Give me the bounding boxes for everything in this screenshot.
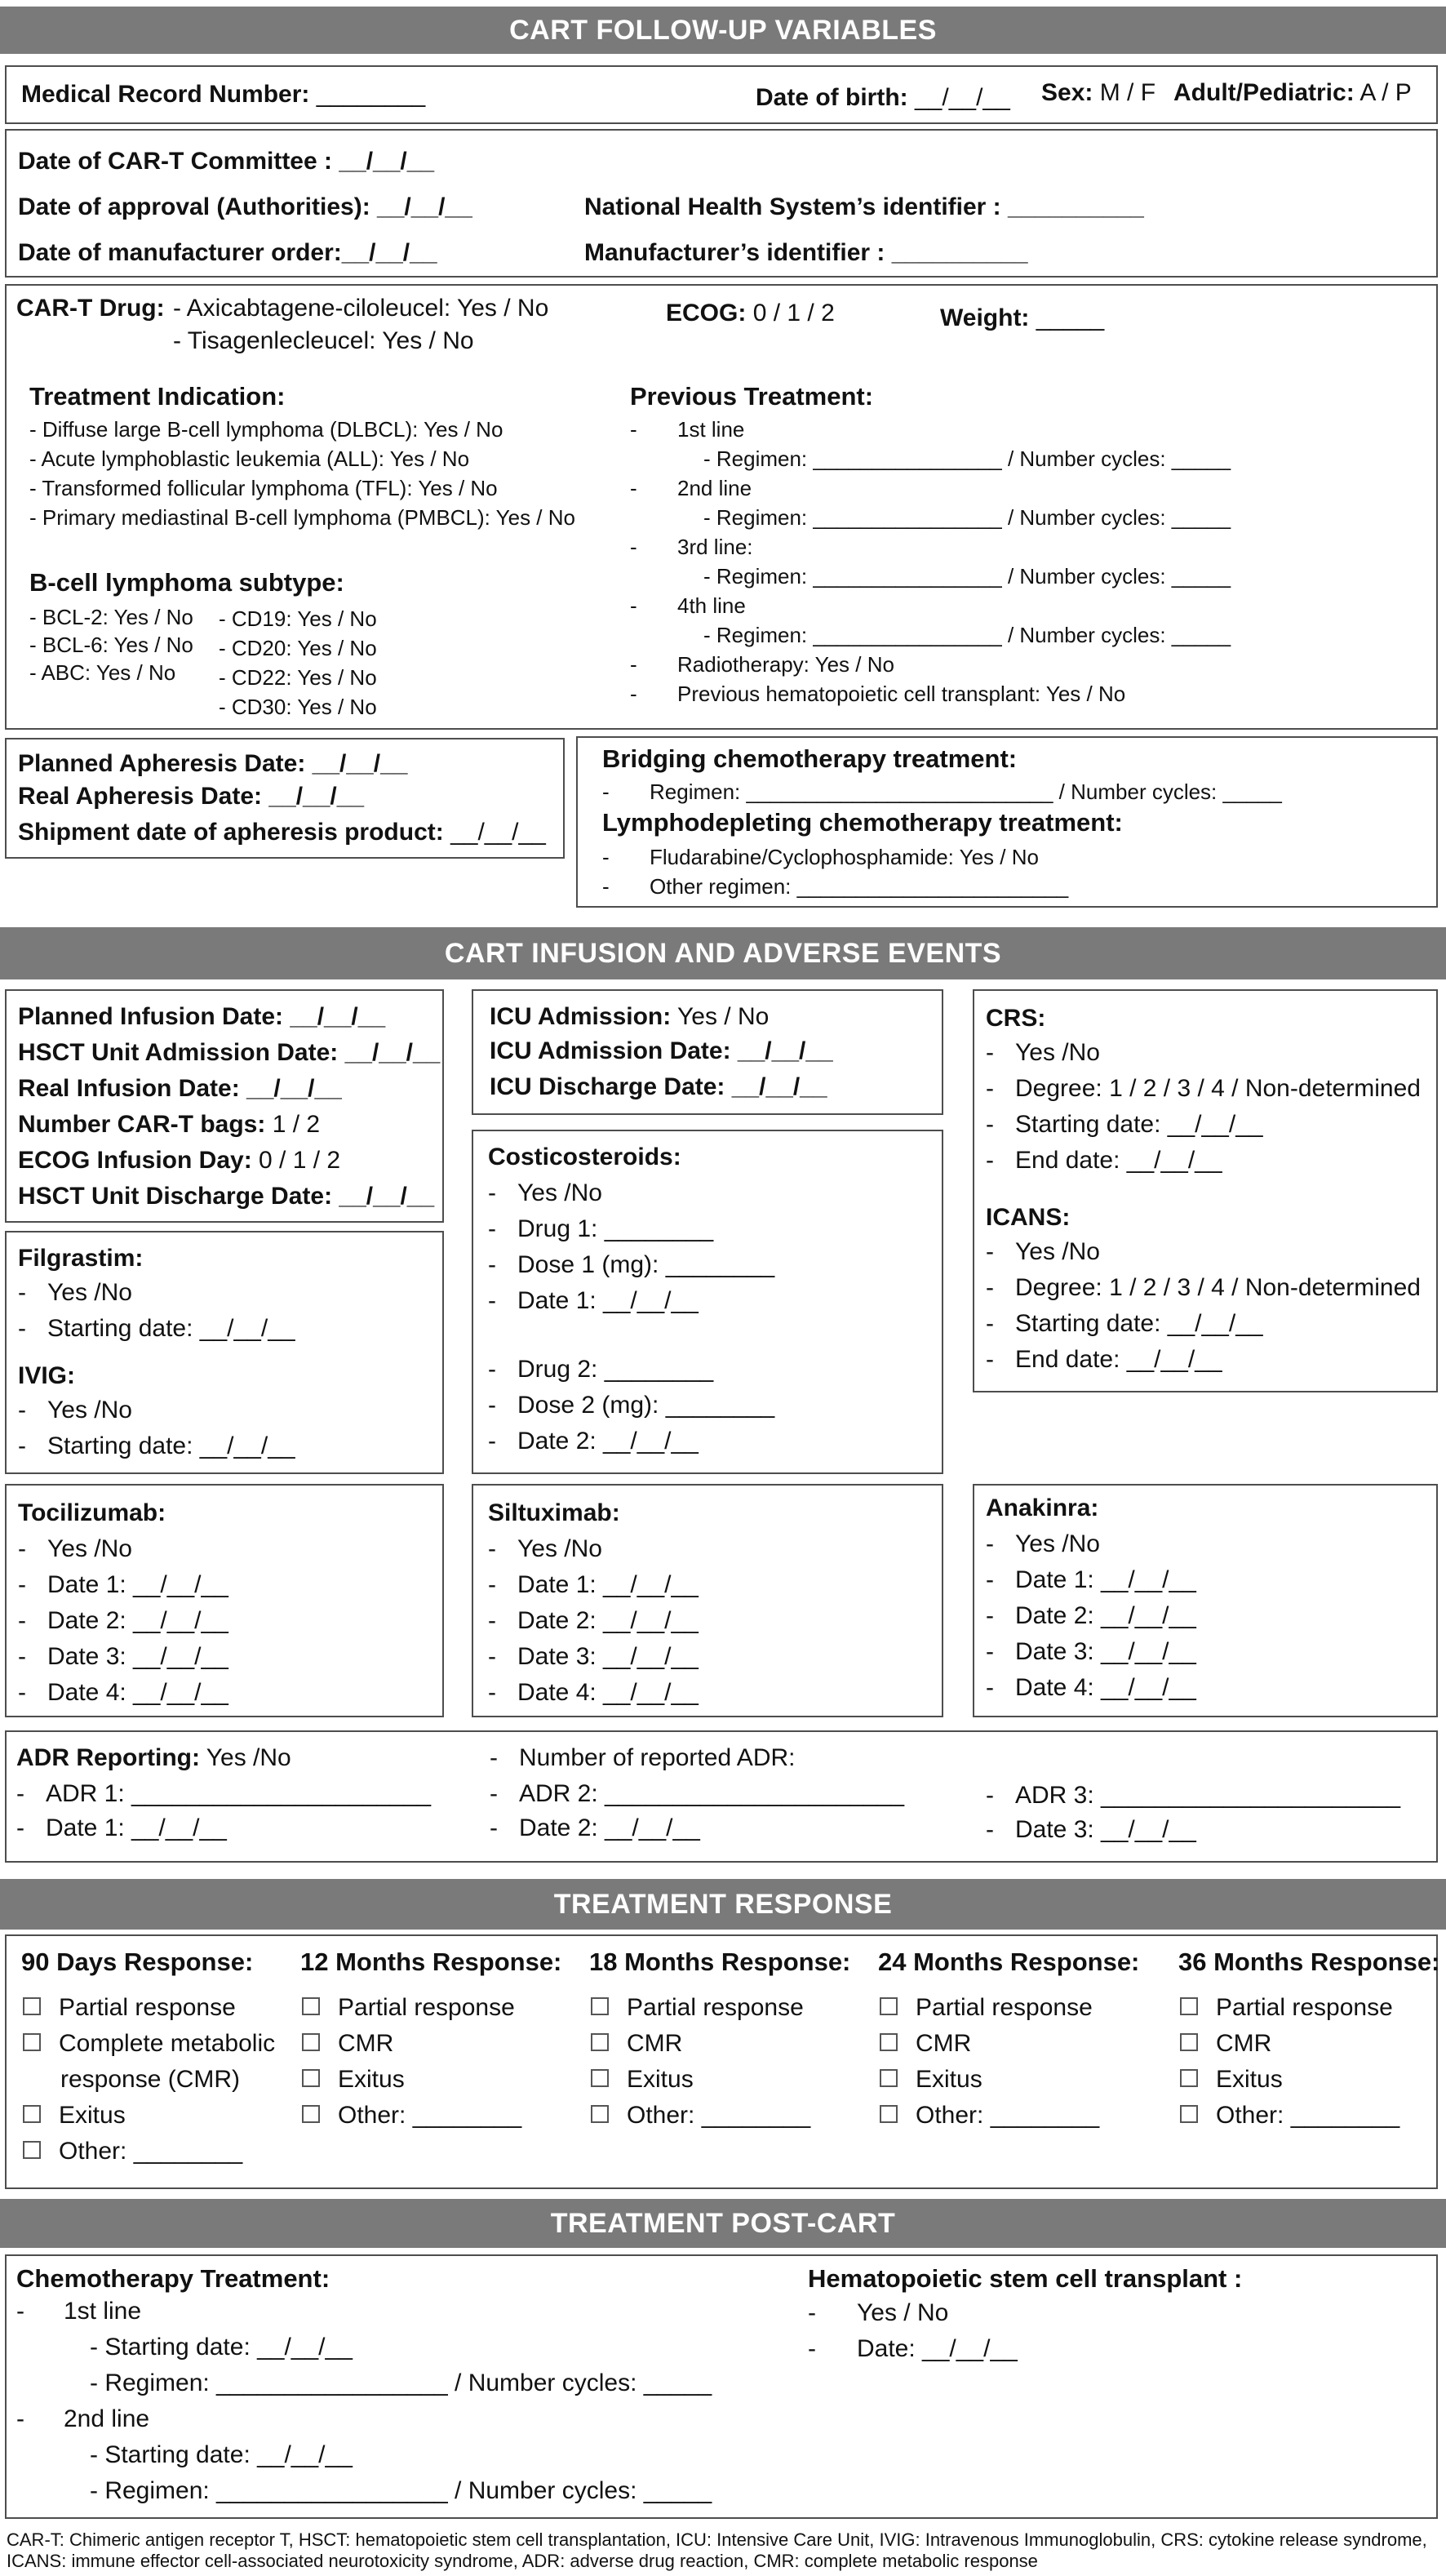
corticosteroid-item[interactable]: Date 1: __/__/__: [517, 1287, 699, 1314]
icans-dash: -: [986, 1238, 994, 1265]
icans-title: ICANS:: [986, 1204, 1071, 1231]
response-option[interactable]: [1180, 2101, 1399, 2130]
response-option[interactable]: [1180, 2065, 1283, 2094]
adr1-field[interactable]: ADR 1: ______________________: [46, 1780, 432, 1807]
weight-blank: _____: [1036, 304, 1105, 331]
indication-tfl[interactable]: - Transformed follicular lymphoma (TFL): Yes / No: [29, 476, 498, 500]
response-column-title: 18 Months Response:: [589, 1948, 851, 1976]
hsct-discharge-field[interactable]: HSCT Unit Discharge Date: __/__/__: [18, 1183, 435, 1210]
response-option[interactable]: [302, 1993, 515, 2023]
previous-treatment-item[interactable]: 2nd line: [677, 476, 752, 500]
previous-treatment-dash: -: [630, 476, 637, 500]
response-option[interactable]: [880, 2029, 971, 2059]
response-option-label: Partial response: [59, 1994, 236, 2021]
filgrastim-item[interactable]: Yes /No: [47, 1279, 132, 1306]
adr2-dash: -: [490, 1780, 498, 1807]
subtype-cd30[interactable]: - CD30: Yes / No: [219, 695, 377, 719]
response-option[interactable]: [591, 2029, 682, 2059]
adr-date3-field[interactable]: Date 3: __/__/__: [1015, 1816, 1196, 1843]
response-option-label: Partial response: [338, 1994, 515, 2021]
crs-title: CRS:: [986, 1005, 1046, 1032]
icans-item[interactable]: End date: __/__/__: [1015, 1346, 1222, 1373]
sex-field[interactable]: [1041, 78, 1155, 108]
response-option[interactable]: [302, 2065, 405, 2094]
anakinra-item[interactable]: Date 2: __/__/__: [1015, 1602, 1196, 1629]
checkbox-icon[interactable]: [302, 1997, 320, 2015]
sex-label: Sex:: [1041, 79, 1093, 106]
previous-treatment-dash: -: [630, 682, 637, 706]
siltuximab-item[interactable]: Yes /No: [517, 1535, 602, 1562]
corticosteroid-dash: -: [488, 1179, 496, 1206]
tocilizumab-item[interactable]: Date 2: __/__/__: [47, 1607, 228, 1634]
post-line1-dash: -: [16, 2298, 24, 2325]
age-group-value: A / P: [1360, 79, 1412, 106]
icans-dash: -: [986, 1274, 994, 1301]
previous-regimen-field[interactable]: - Regimen: ________________ / Number cycles: _____: [703, 446, 1231, 471]
indication-pmbcl[interactable]: - Primary mediastinal B-cell lymphoma (PMBCL): Yes / No: [29, 505, 575, 530]
icu-admission-field[interactable]: [490, 1002, 769, 1032]
ivig-item[interactable]: Yes /No: [47, 1397, 132, 1423]
mrn-blank: ________: [316, 81, 426, 108]
previous-regimen-field[interactable]: - Regimen: ________________ / Number cycles: _____: [703, 564, 1231, 588]
filgrastim-item[interactable]: Starting date: __/__/__: [47, 1315, 295, 1342]
response-option-label: CMR: [1216, 2030, 1272, 2057]
post-start2-field[interactable]: - Starting date: __/__/__: [90, 2441, 353, 2468]
section-banner-followup: CART FOLLOW-UP VARIABLES: [0, 7, 1446, 54]
adr1-dash: -: [16, 1780, 24, 1807]
response-option[interactable]: [23, 1993, 236, 2023]
footnote-line1: CAR-T: Chimeric antigen receptor T, HSCT: hematopoietic stem cell transplantation, ICU: Intensive Care Unit, IVIG: Intravenous Immunoglobulin, CRS: cytokine release syndrome,: [7, 2529, 1427, 2550]
chemo-treatment-title: Chemotherapy Treatment:: [16, 2264, 330, 2293]
adr-number-field[interactable]: Number of reported ADR:: [519, 1744, 796, 1771]
tocilizumab-item[interactable]: Date 4: __/__/__: [47, 1679, 228, 1706]
checkbox-icon[interactable]: [23, 2033, 41, 2051]
subtype-title: B-cell lymphoma subtype:: [29, 568, 344, 597]
subtype-cd20[interactable]: - CD20: Yes / No: [219, 636, 377, 660]
anakinra-item[interactable]: Yes /No: [1015, 1530, 1100, 1557]
response-option-label: Exitus: [916, 2066, 982, 2093]
adr-number-dash: -: [490, 1744, 498, 1771]
tocilizumab-dash: -: [18, 1679, 26, 1706]
response-option[interactable]: [880, 2065, 982, 2094]
mrn-label: Medical Record Number:: [21, 81, 310, 108]
subtype-bcl6[interactable]: - BCL-6: Yes / No: [29, 633, 193, 657]
response-option-label: Exitus: [338, 2066, 405, 2093]
response-option-label: Complete metabolic: [59, 2030, 276, 2057]
crs-item[interactable]: End date: __/__/__: [1015, 1147, 1222, 1174]
response-option-label: CMR: [338, 2030, 394, 2057]
dob-field[interactable]: [756, 83, 1010, 113]
checkbox-icon[interactable]: [302, 2033, 320, 2051]
corticosteroid-item[interactable]: Yes /No: [517, 1179, 602, 1206]
committee-date-field[interactable]: Date of CAR-T Committee : __/__/__: [18, 148, 435, 175]
icans-dash: -: [986, 1310, 994, 1337]
icans-item[interactable]: Starting date: __/__/__: [1015, 1310, 1263, 1337]
response-option[interactable]: [1180, 1993, 1393, 2023]
anakinra-dash: -: [986, 1674, 994, 1701]
corticosteroid2-dash: -: [488, 1428, 496, 1455]
response-option-label: Exitus: [627, 2066, 694, 2093]
shipment-date-blank: __/__/__: [450, 819, 546, 846]
age-group-label: Adult/Pediatric:: [1173, 79, 1355, 106]
response-option-continuation[interactable]: [60, 2065, 240, 2094]
response-option-label: Other: ________: [1216, 2102, 1400, 2129]
siltuximab-item[interactable]: Date 4: __/__/__: [517, 1679, 699, 1706]
response-column-title: 12 Months Response:: [300, 1948, 562, 1976]
response-column-title: 36 Months Response:: [1178, 1948, 1440, 1976]
corticosteroid2-dash: -: [488, 1356, 496, 1383]
corticosteroid-dash: -: [488, 1251, 496, 1278]
ecog-value: 0 / 1 / 2: [752, 300, 835, 326]
cart-bags-label: Number CAR-T bags:: [18, 1111, 266, 1138]
ecog-infusion-label: ECOG Infusion Day:: [18, 1147, 252, 1174]
tocilizumab-item[interactable]: Date 1: __/__/__: [47, 1571, 228, 1598]
response-option[interactable]: [880, 2101, 1099, 2130]
checkbox-icon[interactable]: [591, 2069, 609, 2087]
icans-item[interactable]: Degree: 1 / 2 / 3 / 4 / Non-determined: [1015, 1274, 1421, 1301]
corticosteroid-item[interactable]: Drug 1: ________: [517, 1215, 714, 1242]
siltuximab-title: Siltuximab:: [488, 1499, 620, 1526]
anakinra-item[interactable]: Date 4: __/__/__: [1015, 1674, 1196, 1701]
mrn-field[interactable]: [21, 80, 425, 109]
response-column-title: 90 Days Response:: [21, 1948, 254, 1976]
previous-treatment-item[interactable]: Previous hematopoietic cell transplant: Yes / No: [677, 682, 1126, 706]
checkbox-icon[interactable]: [591, 2033, 609, 2051]
corticosteroid-dash: -: [488, 1287, 496, 1314]
tocilizumab-item[interactable]: Yes /No: [47, 1535, 132, 1562]
response-option-label: Other: ________: [338, 2102, 522, 2129]
icu-admission-date-field[interactable]: ICU Admission Date: __/__/__: [490, 1037, 833, 1064]
filgrastim-dash: -: [18, 1315, 26, 1342]
previous-treatment-dash: -: [630, 535, 637, 559]
response-option-label: Partial response: [627, 1994, 804, 2021]
cart-drug-label: CAR-T Drug:: [16, 295, 165, 322]
tocilizumab-item[interactable]: Date 3: __/__/__: [47, 1643, 228, 1670]
filgrastim-dash: -: [18, 1279, 26, 1306]
subtype-bcl2[interactable]: - BCL-2: Yes / No: [29, 605, 193, 629]
post-line1-label: 1st line: [64, 2298, 142, 2325]
adr-reporting-value: Yes /No: [206, 1744, 291, 1771]
adr-date2-dash: -: [490, 1814, 498, 1841]
previous-treatment-dash: -: [630, 593, 637, 618]
filgrastim-title: Filgrastim:: [18, 1245, 144, 1272]
anakinra-title: Anakinra:: [986, 1495, 1099, 1521]
real-apheresis-field[interactable]: Real Apheresis Date: __/__/__: [18, 783, 365, 810]
icu-discharge-date-field[interactable]: ICU Discharge Date: __/__/__: [490, 1073, 827, 1100]
response-option[interactable]: [591, 2101, 810, 2130]
corticosteroid2-item[interactable]: Drug 2: ________: [517, 1356, 714, 1383]
nhs-identifier-field[interactable]: National Health System’s identifier : __________: [584, 193, 1144, 220]
ecog-label: ECOG:: [666, 300, 747, 326]
checkbox-icon[interactable]: [23, 1997, 41, 2015]
hsct-date-field[interactable]: Date: __/__/__: [857, 2335, 1018, 2362]
checkbox-icon[interactable]: [591, 1997, 609, 2015]
checkbox-icon[interactable]: [302, 2069, 320, 2087]
footnote-line2: ICANS: immune effector cell-associated neurotoxicity syndrome, ADR: adverse drug reaction, CMR: complete metabolic response: [7, 2551, 1038, 2571]
checkbox-icon[interactable]: [591, 2105, 609, 2123]
lymphodepleting-title: Lymphodepleting chemotherapy treatment:: [602, 808, 1123, 837]
tocilizumab-title: Tocilizumab:: [18, 1499, 166, 1526]
flu-dash: -: [602, 845, 610, 869]
anakinra-item[interactable]: Date 1: __/__/__: [1015, 1566, 1196, 1593]
shipment-date-label: Shipment date of apheresis product:: [18, 819, 444, 846]
icu-admission-value: Yes / No: [677, 1003, 770, 1030]
sex-value: M / F: [1099, 79, 1156, 106]
cart-bags-field[interactable]: [18, 1110, 320, 1139]
previous-treatment-item[interactable]: 1st line: [677, 417, 745, 442]
adr-date2-field[interactable]: Date 2: __/__/__: [519, 1814, 700, 1841]
checkbox-icon[interactable]: [880, 2105, 898, 2123]
manufacturer-order-date-field[interactable]: Date of manufacturer order:__/__/__: [18, 239, 437, 266]
response-option[interactable]: [302, 2029, 393, 2059]
checkbox-icon[interactable]: [302, 2105, 320, 2123]
checkbox-icon[interactable]: [880, 2069, 898, 2087]
response-option-label: Partial response: [1216, 1994, 1393, 2021]
shipment-date-field[interactable]: [18, 818, 546, 847]
siltuximab-item[interactable]: Date 1: __/__/__: [517, 1571, 699, 1598]
previous-regimen-field[interactable]: - Regimen: ________________ / Number cycles: _____: [703, 623, 1231, 647]
corticosteroid-dash: -: [488, 1215, 496, 1242]
adr-reporting-label: ADR Reporting:: [16, 1744, 200, 1771]
bridging-title: Bridging chemotherapy treatment:: [602, 744, 1018, 773]
response-option[interactable]: [880, 1993, 1093, 2023]
crs-item[interactable]: Degree: 1 / 2 / 3 / 4 / Non-determined: [1015, 1075, 1421, 1102]
weight-field[interactable]: [940, 304, 1104, 333]
anakinra-dash: -: [986, 1566, 994, 1593]
response-option-label: Exitus: [1216, 2066, 1283, 2093]
siltuximab-item[interactable]: Date 2: __/__/__: [517, 1607, 699, 1634]
ivig-dash: -: [18, 1432, 26, 1459]
checkbox-icon[interactable]: [880, 2033, 898, 2051]
crs-dash: -: [986, 1147, 994, 1174]
checkbox-icon[interactable]: [1180, 1997, 1198, 2015]
subtype-abc[interactable]: - ABC: Yes / No: [29, 660, 176, 685]
anakinra-item[interactable]: Date 3: __/__/__: [1015, 1638, 1196, 1665]
ecog-field[interactable]: [666, 299, 835, 328]
response-option[interactable]: [23, 2137, 242, 2166]
siltuximab-dash: -: [488, 1535, 496, 1562]
crs-dash: -: [986, 1075, 994, 1102]
ivig-dash: -: [18, 1397, 26, 1423]
response-option-label: CMR: [627, 2030, 683, 2057]
siltuximab-dash: -: [488, 1643, 496, 1670]
response-option[interactable]: [23, 2029, 275, 2059]
adr2-field[interactable]: ADR 2: ______________________: [519, 1780, 905, 1807]
section-banner-response: TREATMENT RESPONSE: [0, 1879, 1446, 1930]
previous-treatment-item[interactable]: Radiotherapy: Yes / No: [677, 652, 894, 677]
siltuximab-item[interactable]: Date 3: __/__/__: [517, 1643, 699, 1670]
crs-item[interactable]: Starting date: __/__/__: [1015, 1111, 1263, 1138]
adr-reporting-field[interactable]: [16, 1743, 291, 1773]
hsct-yes-dash: -: [808, 2299, 816, 2326]
anakinra-dash: -: [986, 1530, 994, 1557]
tocilizumab-dash: -: [18, 1607, 26, 1634]
subtype-cd19[interactable]: - CD19: Yes / No: [219, 606, 377, 631]
manufacturer-identifier-field[interactable]: Manufacturer’s identifier : __________: [584, 239, 1028, 266]
indication-dlbcl[interactable]: - Diffuse large B-cell lymphoma (DLBCL): Yes / No: [29, 417, 503, 442]
checkbox-icon[interactable]: [23, 2141, 41, 2159]
response-option-label: Other: ________: [59, 2138, 243, 2165]
corticosteroids-title: Costicosteroids:: [488, 1144, 681, 1170]
subtype-cd22[interactable]: - CD22: Yes / No: [219, 665, 377, 690]
icans-item[interactable]: Yes /No: [1015, 1238, 1100, 1265]
response-option-label: response (CMR): [60, 2066, 241, 2093]
response-option[interactable]: [591, 2065, 694, 2094]
siltuximab-dash: -: [488, 1607, 496, 1634]
adr-date1-dash: -: [16, 1814, 24, 1841]
previous-treatment-dash: -: [630, 417, 637, 442]
real-infusion-field[interactable]: Real Infusion Date: __/__/__: [18, 1075, 342, 1102]
adr-date3-dash: -: [986, 1816, 994, 1843]
checkbox-icon[interactable]: [1180, 2033, 1198, 2051]
icans-dash: -: [986, 1346, 994, 1373]
response-option-label: Other: ________: [627, 2102, 811, 2129]
dob-label: Date of birth:: [756, 84, 908, 111]
ivig-title: IVIG:: [18, 1362, 76, 1389]
corticosteroid2-item[interactable]: Dose 2 (mg): ________: [517, 1392, 775, 1419]
response-option-label: CMR: [916, 2030, 972, 2057]
post-start1-field[interactable]: - Starting date: __/__/__: [90, 2334, 353, 2361]
post-regimen2-field[interactable]: - Regimen: _________________ / Number cycles: _____: [90, 2477, 712, 2504]
siltuximab-dash: -: [488, 1571, 496, 1598]
response-option-label: Partial response: [916, 1994, 1093, 2021]
hsct-admission-field[interactable]: HSCT Unit Admission Date: __/__/__: [18, 1039, 441, 1066]
anakinra-dash: -: [986, 1602, 994, 1629]
hsct-post-title: Hematopoietic stem cell transplant :: [808, 2264, 1243, 2293]
indication-all[interactable]: - Acute lymphoblastic leukemia (ALL): Yes / No: [29, 446, 470, 471]
dob-blank: __/__/__: [915, 84, 1010, 111]
checkbox-icon[interactable]: [1180, 2105, 1198, 2123]
response-option-label: Other: ________: [916, 2102, 1100, 2129]
response-option[interactable]: [1180, 2029, 1271, 2059]
section-banner-infusion: CART INFUSION AND ADVERSE EVENTS: [0, 927, 1446, 979]
response-column-title: 24 Months Response:: [878, 1948, 1140, 1976]
previous-regimen-field[interactable]: - Regimen: ________________ / Number cycles: _____: [703, 505, 1231, 530]
bridging-dash: -: [602, 779, 610, 804]
checkbox-icon[interactable]: [23, 2105, 41, 2123]
age-group-field[interactable]: [1173, 78, 1412, 108]
ivig-item[interactable]: Starting date: __/__/__: [47, 1432, 295, 1459]
weight-label: Weight:: [940, 304, 1030, 331]
previous-treatment-title: Previous Treatment:: [630, 382, 874, 411]
checkbox-icon[interactable]: [880, 1997, 898, 2015]
planned-apheresis-field[interactable]: Planned Apheresis Date: __/__/__: [18, 750, 408, 777]
post-regimen1-field[interactable]: - Regimen: _________________ / Number cycles: _____: [90, 2369, 712, 2396]
previous-treatment-item[interactable]: 3rd line:: [677, 535, 753, 559]
adr3-field[interactable]: ADR 3: ______________________: [1015, 1782, 1401, 1809]
previous-treatment-dash: -: [630, 652, 637, 677]
hsct-date-dash: -: [808, 2335, 816, 2362]
adr3-dash: -: [986, 1782, 994, 1809]
hsct-yes-option[interactable]: Yes / No: [857, 2299, 949, 2326]
corticosteroid2-dash: -: [488, 1392, 496, 1419]
crs-item[interactable]: Yes /No: [1015, 1039, 1100, 1066]
crs-dash: -: [986, 1039, 994, 1066]
response-option-label: Exitus: [59, 2102, 126, 2129]
response-option[interactable]: [591, 1993, 804, 2023]
approval-date-field[interactable]: Date of approval (Authorities): __/__/__: [18, 193, 472, 220]
tocilizumab-dash: -: [18, 1571, 26, 1598]
planned-infusion-field[interactable]: Planned Infusion Date: __/__/__: [18, 1003, 386, 1030]
anakinra-dash: -: [986, 1638, 994, 1665]
post-line2-dash: -: [16, 2405, 24, 2432]
post-line2-label: 2nd line: [64, 2405, 150, 2432]
ecog-infusion-value: 0 / 1 / 2: [259, 1147, 341, 1174]
checkbox-icon[interactable]: [1180, 2069, 1198, 2087]
tisagenlecleucel-option[interactable]: - Tisagenlecleucel: Yes / No: [173, 327, 474, 354]
crs-dash: -: [986, 1111, 994, 1138]
bridging-regimen-field[interactable]: Regimen: __________________________ / Number cycles: _____: [650, 779, 1282, 804]
corticosteroid2-item[interactable]: Date 2: __/__/__: [517, 1428, 699, 1455]
ecog-infusion-field[interactable]: [18, 1146, 340, 1175]
tocilizumab-dash: -: [18, 1535, 26, 1562]
previous-treatment-item[interactable]: 4th line: [677, 593, 746, 618]
section-banner-post: TREATMENT POST-CART: [0, 2199, 1446, 2248]
axicabtagene-option[interactable]: - Axicabtagene-ciloleucel: Yes / No: [173, 295, 549, 322]
tocilizumab-dash: -: [18, 1643, 26, 1670]
corticosteroid-item[interactable]: Dose 1 (mg): ________: [517, 1251, 775, 1278]
other-regimen-field[interactable]: Other regimen: _______________________: [650, 874, 1069, 899]
adr-date1-field[interactable]: Date 1: __/__/__: [46, 1814, 227, 1841]
indication-title: Treatment Indication:: [29, 382, 286, 411]
icu-admission-label: ICU Admission:: [490, 1003, 672, 1030]
response-option[interactable]: [302, 2101, 521, 2130]
cart-bags-value: 1 / 2: [272, 1111, 321, 1138]
other-dash: -: [602, 874, 610, 899]
response-option[interactable]: [23, 2101, 126, 2130]
fludarabine-option[interactable]: Fludarabine/Cyclophosphamide: Yes / No: [650, 845, 1039, 869]
siltuximab-dash: -: [488, 1679, 496, 1706]
